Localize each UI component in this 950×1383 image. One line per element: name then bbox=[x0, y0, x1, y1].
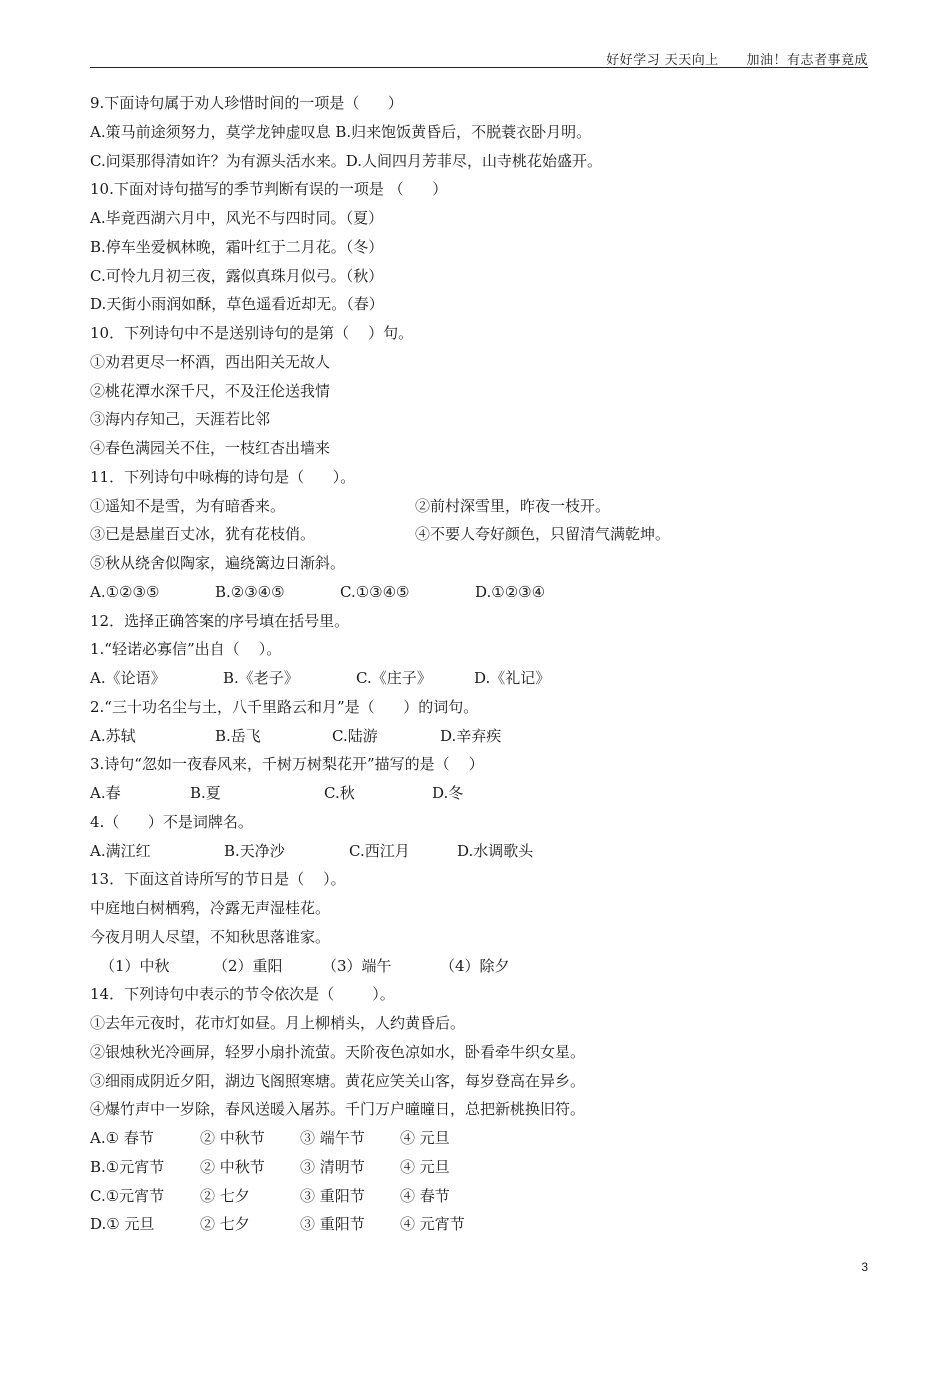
q12-2-options bbox=[90, 722, 890, 751]
q10b-question: 10．下列诗句中不是送别诗句的是第（ ）句。 bbox=[90, 324, 414, 342]
q14-option-a bbox=[90, 1124, 890, 1153]
q11-option-d: D.①②③④ bbox=[475, 582, 546, 601]
q14-option-c-2: ② 七夕 bbox=[200, 1186, 250, 1205]
page-number: 3 bbox=[861, 1260, 868, 1274]
q12-1-option-b: B.《老子》 bbox=[223, 669, 299, 687]
q12-4-option-b: B.天净沙 bbox=[224, 841, 285, 860]
q14-title: 14．下列诗句中表示的节令依次是（ ）。 bbox=[90, 985, 395, 1004]
q14-option-a-2: ② 中秋节 bbox=[200, 1129, 265, 1147]
q12-2-question: 2.“三十功名尘与土，八千里路云和月”是（ ）的词句。 bbox=[90, 697, 479, 716]
q11-item-1: ①遥知不是雪，为有暗香来。 bbox=[90, 496, 286, 515]
q12-2-option-c: C.陆游 bbox=[332, 726, 378, 745]
q9-question: 9.下面诗句属于劝人珍惜时间的一项是（ ） bbox=[90, 94, 403, 112]
q13-title: 13．下面这首诗所写的节日是（ ）。 bbox=[90, 870, 346, 889]
q14-option-a-1: A.① 春节 bbox=[90, 1129, 154, 1147]
q14-option-c-3: ③ 重阳节 bbox=[300, 1186, 365, 1205]
q13-options bbox=[90, 952, 890, 981]
q12-title: 12．选择正确答案的序号填在括号里。 bbox=[90, 611, 350, 630]
q12-2-option-b: B.岳飞 bbox=[215, 726, 261, 745]
q13-option-2: （2）重阳 bbox=[213, 956, 283, 975]
q14-option-d-1: D.① 元旦 bbox=[90, 1215, 155, 1234]
document-body bbox=[90, 89, 890, 1239]
q14-option-b-2: ② 中秋节 bbox=[200, 1157, 265, 1176]
q10-option-c: C.可怜九月初三夜，露似真珠月似弓。（秋） bbox=[90, 266, 384, 285]
q12-4-question: 4.（ ）不是词牌名。 bbox=[90, 812, 253, 831]
q13-poem-line-2: 今夜月明人尽望，不知秋思落谁家。 bbox=[90, 927, 331, 946]
q11-items-row-1 bbox=[90, 492, 890, 521]
q12-4-option-c: C.西江月 bbox=[349, 841, 410, 860]
q10b-item-4: ④春色满园关不住，一枝红杏出墙来 bbox=[90, 439, 331, 457]
q12-2-option-d: D.辛弃疾 bbox=[440, 726, 502, 745]
q11-option-c: C.①③④⑤ bbox=[340, 582, 410, 601]
q10-option-d: D.天街小雨润如酥，草色遥看近却无。（春） bbox=[90, 295, 384, 314]
q11-items-row-2 bbox=[90, 520, 890, 549]
q12-2-option-a: A.苏轼 bbox=[90, 726, 136, 745]
q13-option-4: （4）除夕 bbox=[440, 956, 510, 975]
q12-3-option-b: B.夏 bbox=[190, 784, 221, 802]
q14-option-b-1: B.①元宵节 bbox=[90, 1157, 165, 1176]
q12-3-option-a: A.春 bbox=[90, 784, 121, 802]
q12-3-options bbox=[90, 779, 890, 808]
q11-question: 11．下列诗句中咏梅的诗句是（ ）。 bbox=[90, 467, 356, 486]
q13-poem-line-1: 中庭地白树栖鸦，冷露无声湿桂花。 bbox=[90, 899, 331, 917]
q14-option-a-4: ④ 元旦 bbox=[400, 1129, 450, 1147]
q12-4-option-a: A.满江红 bbox=[90, 841, 151, 860]
q14-option-a-3: ③ 端午节 bbox=[300, 1129, 365, 1147]
q14-option-d-3: ③ 重阳节 bbox=[300, 1215, 365, 1234]
q14-option-c bbox=[90, 1182, 890, 1211]
q12-1-question: 1.“轻诺必寡信”出自（ ）。 bbox=[90, 640, 282, 659]
q14-poem-3: ③细雨成阴近夕阳，湖边飞阁照寒塘。黄花应笑关山客，每岁登高在异乡。 bbox=[90, 1071, 586, 1090]
q14-poem-2: ②银烛秋光冷画屏，轻罗小扇扑流萤。天阶夜色凉如水，卧看牵牛织女星。 bbox=[90, 1042, 586, 1061]
q11-options bbox=[90, 578, 890, 607]
q9-option-cd: C.问渠那得清如许？为有源头活水来。D.人间四月芳菲尽，山寺桃花始盛开。 bbox=[90, 151, 602, 170]
q12-1-option-d: D.《礼记》 bbox=[474, 669, 551, 687]
q14-option-b bbox=[90, 1153, 890, 1182]
q12-3-option-d: D.冬 bbox=[432, 784, 464, 802]
q12-3-question: 3.诗句“忽如一夜春风来，千树万树梨花开”描写的是（ ） bbox=[90, 755, 484, 774]
q10b-item-2: ②桃花潭水深千尺，不及汪伦送我情 bbox=[90, 381, 331, 400]
q14-poem-1: ①去年元夜时，花市灯如昼。月上柳梢头，人约黄昏后。 bbox=[90, 1014, 466, 1032]
page-header bbox=[90, 47, 868, 68]
q9-option-ab: A.策马前途须努力，莫学龙钟虚叹息 B.归来饱饭黄昏后，不脱蓑衣卧月明。 bbox=[90, 122, 592, 141]
q14-option-d-2: ② 七夕 bbox=[200, 1215, 250, 1234]
q14-option-d bbox=[90, 1210, 890, 1239]
q11-item-4: ④不要人夸好颜色，只留清气满乾坤。 bbox=[415, 525, 671, 544]
q11-item-2: ②前村深雪里，昨夜一枝开。 bbox=[415, 496, 611, 515]
q10-question: 10.下面对诗句描写的季节判断有误的一项是 （ ） bbox=[90, 180, 448, 199]
q14-poem-4: ④爆竹声中一岁除，春风送暖入屠苏。千门万户曈曈日，总把新桃换旧符。 bbox=[90, 1100, 586, 1119]
q13-option-3: （3）端午 bbox=[322, 956, 392, 975]
q12-1-option-a: A.《论语》 bbox=[90, 669, 166, 687]
q11-item-3: ③已是悬崖百丈冰，犹有花枝俏。 bbox=[90, 525, 316, 544]
q10-option-a: A.毕竟西湖六月中，风光不与四时同。（夏） bbox=[90, 209, 384, 227]
q12-1-options bbox=[90, 664, 890, 693]
q11-option-a: A.①②③⑤ bbox=[90, 582, 160, 601]
q13-option-1: （1）中秋 bbox=[100, 956, 170, 975]
q10b-item-1: ①劝君更尽一杯酒，西出阳关无故人 bbox=[90, 352, 331, 371]
q10b-item-3: ③海内存知己，天涯若比邻 bbox=[90, 410, 271, 429]
q12-4-option-d: D.水调歌头 bbox=[457, 841, 534, 860]
header-text: 好好学习 天天向上 加油！有志者事竟成 bbox=[606, 53, 868, 68]
q11-item-5: ⑤秋从绕舍似陶家，遍绕篱边日渐斜。 bbox=[90, 554, 346, 572]
q14-option-c-1: C.①元宵节 bbox=[90, 1186, 165, 1205]
q12-3-option-c: C.秋 bbox=[324, 784, 355, 802]
q11-option-b: B.②③④⑤ bbox=[215, 582, 285, 601]
q14-option-b-4: ④ 元旦 bbox=[400, 1157, 450, 1176]
q14-option-d-4: ④ 元宵节 bbox=[400, 1215, 465, 1234]
q12-4-options bbox=[90, 837, 890, 866]
q12-1-option-c: C.《庄子》 bbox=[356, 669, 432, 687]
q14-option-c-4: ④ 春节 bbox=[400, 1186, 450, 1205]
q14-option-b-3: ③ 清明节 bbox=[300, 1157, 365, 1176]
q10-option-b: B.停车坐爱枫林晚，霜叶红于二月花。（冬） bbox=[90, 237, 384, 256]
